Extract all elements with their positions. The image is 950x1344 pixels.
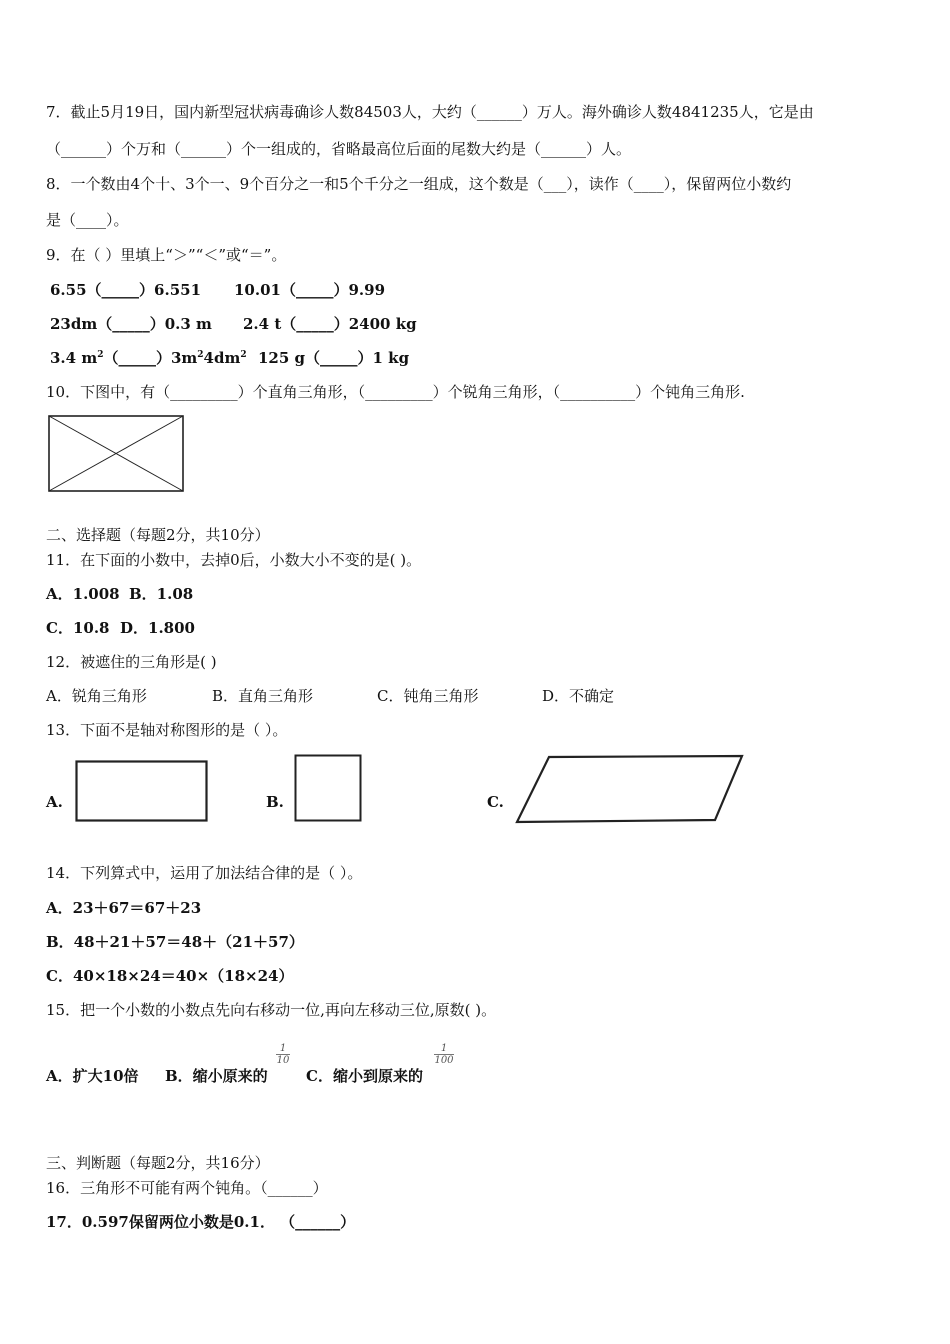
q13-stem: 13．下面不是轴对称图形的是（ ）。 bbox=[46, 721, 288, 739]
q9-row3-pre: 3.4 m bbox=[50, 349, 98, 367]
q9-row3-sup3: 2 bbox=[240, 350, 247, 360]
q10-stem: 10．下图中，有（_________）个直角三角形，（_________）个锐角三角形，（__________）个钝角三角形. bbox=[46, 383, 745, 401]
q14-option-a: A．23＋67＝67＋23 bbox=[46, 899, 202, 917]
q11-option-c: C．10.8 bbox=[46, 619, 110, 637]
q9-row3-left bbox=[50, 348, 247, 368]
q9-row3-mid: （_____）3m bbox=[103, 349, 198, 367]
q9-row1-left: 6.55（_____）6.551 bbox=[50, 281, 202, 299]
q12-option-b: B．直角三角形 bbox=[212, 687, 314, 705]
q15-fraction-one-hundredth bbox=[434, 1043, 454, 1066]
q12-option-a: A．锐角三角形 bbox=[46, 687, 147, 705]
q8-line1: 8．一个数由4个十、3个一、9个百分之一和5个千分之一组成，这个数是（___），读作（____），保留两位小数约 bbox=[46, 175, 792, 193]
q13-parallelogram-figure bbox=[515, 754, 745, 824]
q14-option-b: B．48＋21＋57＝48＋（21＋57） bbox=[46, 933, 304, 951]
q13-label-c: C. bbox=[487, 793, 504, 811]
q9-row3-sup1: 2 bbox=[97, 350, 104, 360]
q15-frac1-numerator: 1 bbox=[279, 1043, 287, 1054]
q13-square-figure bbox=[294, 754, 362, 822]
q11-stem: 11．在下面的小数中，去掉0后，小数大小不变的是( )。 bbox=[46, 551, 422, 569]
q9-row2-right: 2.4 t（_____）2400 kg bbox=[243, 315, 417, 333]
q10-rectangle-diagonals-figure bbox=[48, 415, 186, 493]
q15-option-a: A．扩大10倍 bbox=[46, 1067, 139, 1085]
q9-row2-left: 23dm（_____）0.3 m bbox=[50, 315, 212, 333]
q14-option-c: C．40×18×24＝40×（18×24） bbox=[46, 967, 294, 985]
q15-fraction-one-tenth bbox=[276, 1043, 290, 1066]
q15-stem: 15．把一个小数的小数点先向右移动一位,再向左移动三位,原数( )。 bbox=[46, 1001, 497, 1019]
q15-frac2-denominator: 100 bbox=[434, 1055, 454, 1066]
q7-line1: 7．截止5月19日，国内新型冠状病毒确诊人数84503人，大约（______）万人。海外确诊人数4841235人，它是由 bbox=[46, 103, 814, 121]
q13-label-b: B. bbox=[266, 793, 284, 811]
q15-option-b: B．缩小原来的 bbox=[165, 1067, 268, 1085]
q12-option-d: D．不确定 bbox=[542, 687, 615, 705]
q12-option-c: C．钝角三角形 bbox=[377, 687, 479, 705]
q16-stem: 16．三角形不可能有两个钝角。（______） bbox=[46, 1179, 328, 1197]
q8-line2: 是（____）。 bbox=[46, 211, 129, 229]
q14-stem: 14．下列算式中，运用了加法结合律的是（ ）。 bbox=[46, 864, 363, 882]
q9-stem: 9．在（ ）里填上“＞”“＜”或“＝”。 bbox=[46, 246, 287, 264]
q13-rectangle-figure bbox=[75, 760, 209, 822]
q9-row3-right: 125 g（_____）1 kg bbox=[258, 349, 410, 367]
section2-title: 二、选择题（每题2分，共10分） bbox=[46, 526, 270, 544]
q15-frac1-denominator: 10 bbox=[276, 1055, 290, 1066]
q7-line2: （______）个万和（______）个一组成的，省略最高位后面的尾数大约是（______）人。 bbox=[46, 140, 632, 158]
q13-label-a: A. bbox=[46, 793, 63, 811]
q9-row3-post: 4dm bbox=[203, 349, 241, 367]
section3-title: 三、判断题（每题2分，共16分） bbox=[46, 1154, 270, 1172]
q11-option-b: B．1.08 bbox=[129, 585, 194, 603]
q15-frac2-numerator: 1 bbox=[440, 1043, 448, 1054]
q15-option-c: C．缩小到原来的 bbox=[306, 1067, 423, 1085]
q9-row1-right: 10.01（_____）9.99 bbox=[234, 281, 386, 299]
q11-option-a: A．1.008 bbox=[46, 585, 120, 603]
q12-stem: 12．被遮住的三角形是( ) bbox=[46, 653, 217, 671]
q9-row3-sup2: 2 bbox=[197, 350, 204, 360]
q11-option-d: D．1.800 bbox=[120, 619, 195, 637]
q17-stem: 17．0.597保留两位小数是0.1． （______） bbox=[46, 1213, 356, 1231]
